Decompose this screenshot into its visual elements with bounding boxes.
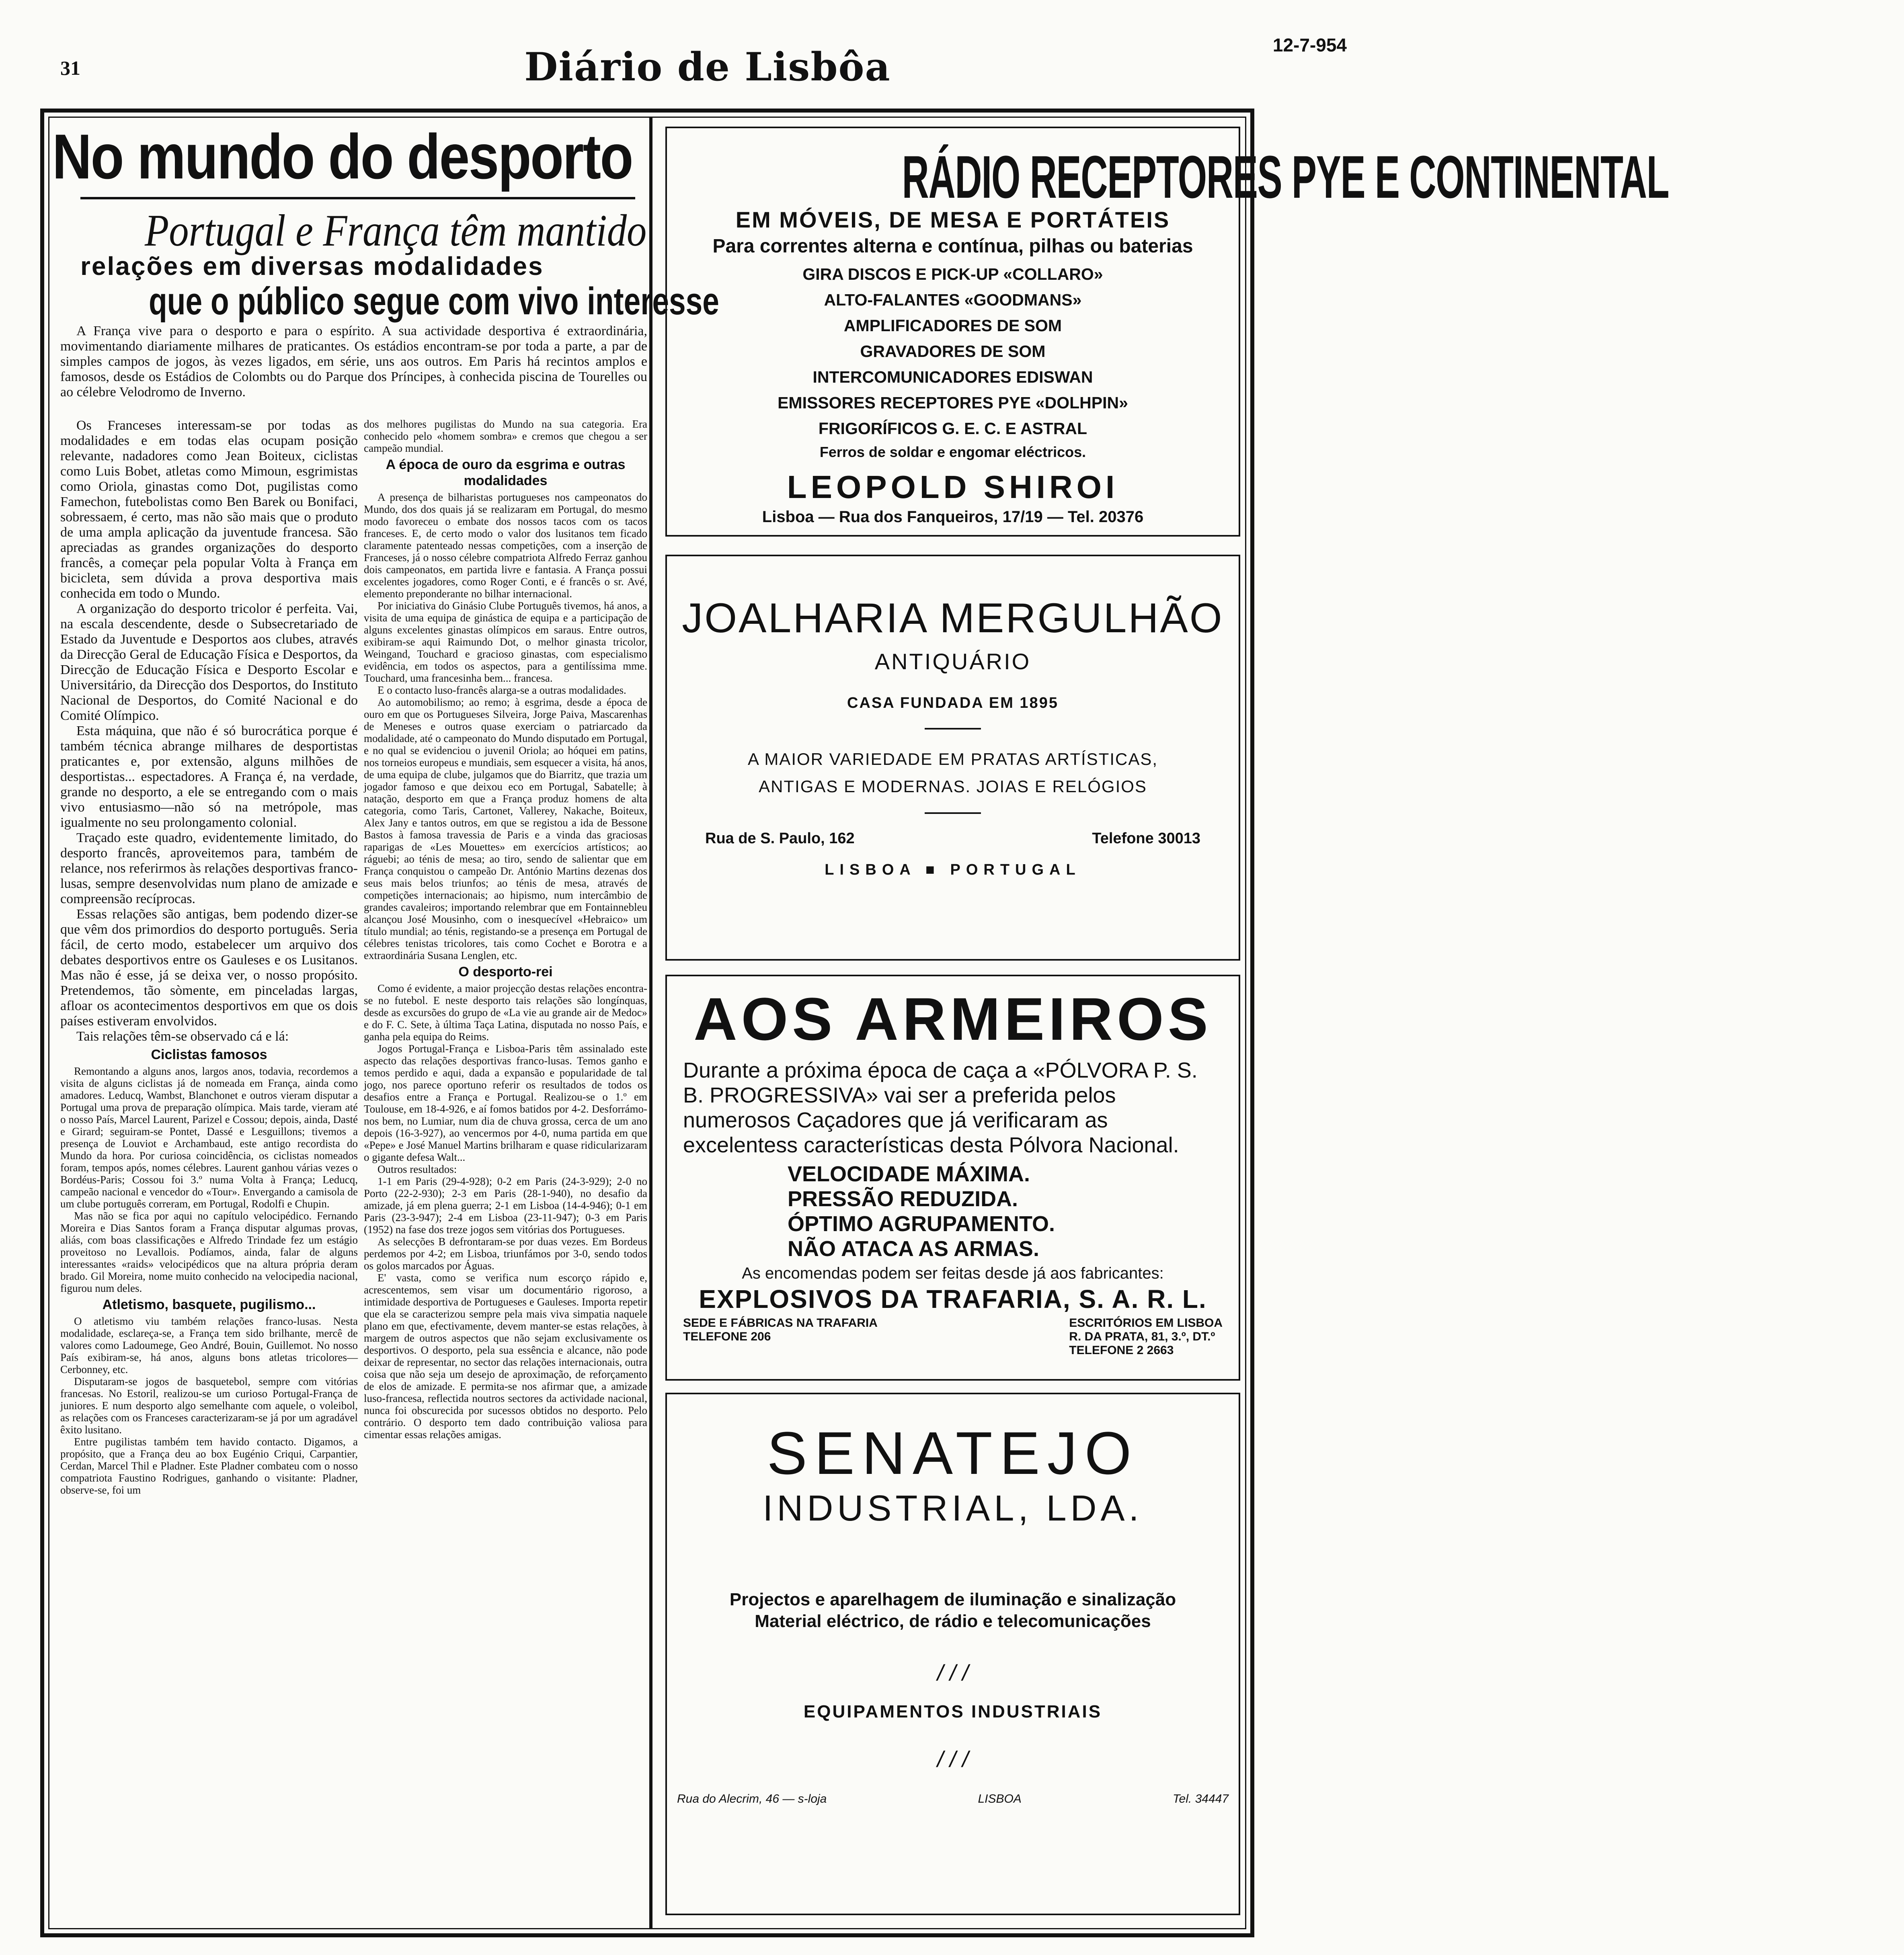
ad3-company: EXPLOSIVOS DA TRAFARIA, S. A. R. L. xyxy=(699,1285,1207,1314)
ad2-city: LISBOA ■ PORTUGAL xyxy=(825,861,1081,878)
headline-condensed: que o público segue com vivo interesse xyxy=(149,280,719,323)
ad3-right-line: TELEFONE 2 2663 xyxy=(1069,1344,1174,1357)
ad3-left-line: SEDE E FÁBRICAS NA TRAFARIA xyxy=(683,1316,878,1330)
ad2-address: Rua de S. Paulo, 162 xyxy=(705,830,855,847)
ad4-separator: / / / xyxy=(937,1746,968,1772)
paragraph: Essas relações são antigas, bem podendo dizer-se que vêm dos primordios do desporto português. Seria fácil, de certo modo, estabelecer um arquivo dos debates desportivos entre os Gauleses e os Lusitanos. Mas não é esse, já se deixa ver, o nosso propósito. Pretendemos, tão sòmente, em pinceladas largas, afloar os acontecimentos desportivos em que os dois países estiveram envolvidos. xyxy=(60,907,358,1029)
ad2-title: JOALHARIA MERGULHÃO xyxy=(682,595,1224,641)
paragraph: Outros resultados: xyxy=(378,1163,457,1175)
ad3-feature: NÃO ATACA AS ARMAS. xyxy=(788,1237,1039,1261)
ad2-line2: ANTIGAS E MODERNAS. JOIAS E RELÓGIOS xyxy=(759,777,1147,796)
headline-italic: Portugal e França têm mantido xyxy=(145,206,647,256)
ad1-item: INTERCOMUNICADORES EDISWAN xyxy=(812,368,1093,386)
ad2-divider xyxy=(925,812,981,814)
paragraph: E' vasta, como se verifica num escorço rápido e, acrescentemos, sem visar um documentário rigoroso, a intimidade desportiva de Portugueses e Gauleses. Importa repetir que ela se caracterizou sempre pela mais viva simpatia naquele plano em que, efectivamente, devem manter-se estas relações, à margem de outros aspectos que não sejam exclusivamente os desportivos. O desporto, pela sua essência e alcance, não pode deixar de representar, no sector das relações internacionais, outra coisa que não seja um desejo de aproximação, de reforçamento de elos de amizade. E permita-se nos afirmar que, a amizade luso-francesa, reflectida noutros sectores da actividade nacional, nunca foi obscurecida por sucessos obtidos no desporto. Pelo contrário. O desporto tem dado contribuição valiosa para cimentar essas relações amigas. xyxy=(364,1272,647,1441)
article-column-b xyxy=(364,418,647,1441)
ad1-line1: EM MÓVEIS, DE MESA E PORTÁTEIS xyxy=(735,207,1170,232)
article-lead: A França vive para o desporto e para o espírito. A sua actividade desportiva é extraordinária, movimentando diariamente milhares de praticantes. Os estádios encontram-se por toda a parte, a par de simples campos de jogos, às vezes ligados, em série, uns aos outros. Em Paris há recintos amplos e famosos, desde os Estádios de Colombts ou do Parque dos Príncipes, à conhecida piscina de Tourelles ou ao célebre Velodromo de Inverno. xyxy=(60,324,647,400)
paragraph: Jogos Portugal-França e Lisboa-Paris têm assinalado este aspecto das relações desportivas franco-lusas. Temos ganho e temos perdido e aqui, dada a expansão e popularidade de tal jogo, nos parece oportuno referir os resultados de todos os desafios entre a França e Portugal. Realizou-se o 1.º em Toulouse, em 18-4-926, e aí fomos batidos por 4-2. Desforrámo-nos bem, no Lumiar, num dia de chuva grossa, cerca de um ano depois (16-3-927), ao vencermos por 4-0, numa partida em que «Pepe» e José Manuel Martins brilharam e quase ridicularizaram o gigante defesa Walt... xyxy=(364,1043,647,1163)
ad4-separator: / / / xyxy=(937,1660,968,1685)
ad1-item: EMISSORES RECEPTORES PYE «DOLHPIN» xyxy=(778,393,1128,412)
ad1-item: FRIGORÍFICOS G. E. C. E ASTRAL xyxy=(818,419,1087,438)
paragraph: Tais relações têm-se observado cá e lá: xyxy=(76,1029,289,1044)
paragraph: Como é evidente, a maior projecção destas relações encontra-se no futebol. E neste desporto tais relações são longínquas, desde as excursões do grupo de «La vie au grande air de Medoc» e do F. C. Sete, à última Taça Latina, disputada no nosso País, e ganha pela equipa do Reims. xyxy=(364,982,647,1043)
ad4-subtitle: INDUSTRIAL, LDA. xyxy=(763,1488,1143,1529)
ad2-founded: CASA FUNDADA EM 1895 xyxy=(847,695,1059,711)
paragraph: Os Franceses interessam-se por todas as modalidades e em todas elas ocupam posição relevante, nadadores como Jean Boiteux, ciclistas como Luis Bobet, atletas como Mimoun, esgrimistas como Oriola, ginastas como Dot, pugilistas como Famechon, futebolistas como Ben Barek ou Bonifaci, sobressaem, é certo, mas não são mais que o produto de uma ampla aplicação da juventude francesa. São apreciadas as grandes organizações do desporto francês, a começar pela popular Volta à França em bicicleta, sem dúvida a prova desportiva mais conhecida em todo o Mundo. xyxy=(60,418,358,601)
subheading-desporto-rei: O desporto-rei xyxy=(458,964,553,980)
ad-senatejo xyxy=(665,1393,1240,1915)
ad3-order: As encomendas podem ser feitas desde já aos fabricantes: xyxy=(742,1264,1164,1282)
section-rule xyxy=(80,197,635,199)
ad1-item: GRAVADORES DE SOM xyxy=(860,342,1046,361)
paragraph: A presença de bilharistas portugueses nos campeonatos do Mundo, dos dos quais já se realizaram em Portugal, do mesmo modo favoreceu o embate dos nossos tacos com os tacos franceses. E, de certo modo o valor dos lusitanos tem ficado claramente patenteado nessas competições, com a inserção de Franceses, já o nosso célebre compatriota Alfredo Ferraz ganhou dois campeonatos, em partida livre e fantasia. A França possui excelentes jogadores, como Roger Conti, e é francês o sr. Avé, elemento preponderante no bilhar internacional. xyxy=(364,491,647,600)
ad2-subtitle: ANTIQUÁRIO xyxy=(874,649,1031,674)
ad4-address: Rua do Alecrim, 46 — s-loja xyxy=(677,1792,827,1805)
ad3-title: AOS ARMEIROS xyxy=(693,985,1212,1053)
headline-bold: relações em diversas modalidades xyxy=(80,252,544,281)
ad3-body: Durante a próxima época de caça a «PÓLVORA P. S. B. PROGRESSIVA» vai ser a preferida pelos numerosos Caçadores que já verificaram as excelentess características desta Pólvora Nacional. xyxy=(683,1058,1198,1157)
ad3-right-line: ESCRITÓRIOS EM LISBOA xyxy=(1069,1316,1223,1330)
paragraph: A organização do desporto tricolor é perfeita. Vai, na escala descendente, desde o Subsecretariado de Estado da Juventude e Desportos aos clubes, através da Direcção Geral de Educação Física e Desportos, da Direcção de Educação Física e Desporto Escolar e Universitário, da Direcção dos Desportos, do Instituto Nacional de Desportos, do Comité Nacional e do Comité Olímpico. xyxy=(60,601,358,723)
subheading-atletismo: Atletismo, basquete, pugilismo... xyxy=(102,1297,316,1312)
ad4-city: LISBOA xyxy=(978,1792,1022,1805)
article-column-a xyxy=(60,418,358,1496)
paragraph: Ao automobilismo; ao remo; à esgrima, desde a época de ouro em que os Portugueses Silveira, Jorge Paiva, Mascarenhas de Meneses e outros quase exerciam o patriarcado da modalidade, até o campeonato do Mundo disputado em Portugal, e no qual se evidenciou o juvenil Oriola; ao hóquei em patins, nos torneios europeus e mundiais, sem esquecer a visita, há anos, de uma equipa de clube, julgamos que do Biarritz, que trazia um jogador famoso e que deixou eco em Portugal, Sabatelle; à natação, desporto em que a França produz homens de alta categoria, como Taris, Cartonet, Vallerey, Nakache, Boiteux, Alex Jany e tantos outros, em que se registou a ida de Bessone Bastos à famosa travessia de Paris e a vinda das graciosas raparigas de «Les Mouettes» em exercícios artísticos; ao ráguebi; ao ténis de mesa; ao tiro, sendo de salientar que em França conquistou o campeão Dr. António Martins dezenas dos seus mais belos triunfos; ao ténis de mesa, através de competições internacionais; ao hipismo, num intercâmbio de grandes cavaleiros; importando relembrar que em Fontainnebleu alcançou José Mousinho, com o inesquecível «Hebraico» um título mundial; ao ténis, registando-se a presença em Portugal de célebres tenistas tricolores, tais como Cochet e Borotra e a extraordinária Susana Lenglen, etc. xyxy=(364,696,647,961)
subheading-ciclistas: Ciclistas famosos xyxy=(151,1047,267,1062)
ad4-title: SENATEJO xyxy=(767,1419,1139,1487)
paragraph: Esta máquina, que não é só burocrática porque é também técnica abrange milhares de desportistas praticantes e, por extensão, alguns milhões de desportistas... espectadores. A França é, na verdade, grande no desporto, a ele se entregando com o mais vivo entusiasmo—não só na metrópole, mas igualmente no seu prolongamento colonial. xyxy=(60,723,358,830)
ad1-address: Lisboa — Rua dos Fanqueiros, 17/19 — Tel. 20376 xyxy=(762,508,1144,526)
ad2-divider xyxy=(925,728,981,730)
paragraph: E o contacto luso-francês alarga-se a outras modalidades. xyxy=(378,684,626,696)
ad4-line2: Material eléctrico, de rádio e telecomunicações xyxy=(755,1611,1151,1631)
column-divider xyxy=(649,117,652,1929)
ad2-phone: Telefone 30013 xyxy=(1092,830,1200,847)
ad4-line1: Projectos e aparelhagem de iluminação e sinalização xyxy=(729,1590,1176,1609)
ad1-brand: LEOPOLD SHIROI xyxy=(787,469,1119,505)
paragraph: Mas não se fica por aqui no capítulo velocipédico. Fernando Moreira e Dias Santos foram a França disputar algumas provas, aliás, com boas classificações e Alfredo Trindade fez um estágio proveitoso no Levallois. Podíamos, ainda, falar de alguns interessantes «raids» velocipédicos que na altura própria deram brado. Gil Moreira, nome muito conhecido na velocipedia nacional, figurou num deles. xyxy=(60,1210,358,1294)
paragraph: Remontando a alguns anos, largos anos, todavia, recordemos a visita de alguns ciclistas já de nomeada em França, ainda como amadores. Leducq, Wambst, Blanchonet e outros vieram disputar a Portugal uma prova de preparação olímpica. Mais tarde, vieram até o nosso País, Marcel Laurent, Parizel e Cossou; depois, ainda, Dasté e Girard; seguiram-se Pontet, Dassé e Lesguillons; tivemos a presença de Louviot e Archambaud, este antigo recordista do Mundo da hora. Por curiosa coincidência, os ciclistas nomeados foram, tempos após, nomes célebres. Laurent ganhou várias vezes o Bordéus-Paris; Cossou foi 3.º numa Volta à França; Leducq, campeão nacional e vencedor do «Tour». Envergando a camisola de um clube português correram, em Portugal, Rodolfi e Chupin. xyxy=(60,1065,358,1210)
ad1-item: AMPLIFICADORES DE SOM xyxy=(843,316,1062,335)
ad3-feature: VELOCIDADE MÁXIMA. xyxy=(788,1162,1030,1186)
section-title: No mundo do desporto xyxy=(52,121,632,192)
ad1-tools: Ferros de soldar e engomar eléctricos. xyxy=(819,444,1086,460)
ad-joalharia xyxy=(665,555,1240,961)
ad1-item: GIRA DISCOS E PICK-UP «COLLARO» xyxy=(802,265,1103,283)
ad4-equipment: EQUIPAMENTOS INDUSTRIAIS xyxy=(803,1702,1102,1721)
subheading-esgrima: A época de ouro da esgrima e outras modalidades xyxy=(386,457,626,488)
ad-radio-receptores xyxy=(665,127,1669,537)
paragraph: 1-1 em Paris (29-4-928); 0-2 em Paris (24-3-929); 2-0 no Porto (22-2-930); 2-3 em Paris (28-1-940), no desafio da amizade, já em plena guerra; 2-1 em Lisboa (14-4-946); 0-1 em Paris (23-3-947); 2-4 em Lisboa (23-11-947); 0-3 em Paris (1952) na fase dos treze jogos sem vitórias dos Portugueses. xyxy=(364,1175,647,1236)
ad3-left-line: TELEFONE 206 xyxy=(683,1330,771,1343)
issue-date: 12-7-954 xyxy=(1272,35,1347,55)
paragraph: Traçado este quadro, evidentemente limitado, do desporto francês, aproveitemos para, também de relance, nos referirmos às relações desportivas franco-lusas, sempre desenvolvidas num plano de amizade e compreensão recíprocas. xyxy=(60,830,358,906)
paragraph: As selecções B defrontaram-se por duas vezes. Em Bordeus perdemos por 4-2; em Lisboa, triunfámos por 3-0, sendo todos os golos marcados por Águas. xyxy=(364,1236,647,1272)
masthead: Diário de Lisbôa xyxy=(524,44,891,90)
paragraph: Disputaram-se jogos de basquetebol, sempre com vitórias francesas. No Estoril, realizou-se um curioso Portugal-França de juniores. E num desporto algo semelhante com aquele, o voleibol, as relações com os Franceses caracterizaram-se já por um agradável êxito lusitano. xyxy=(60,1375,358,1436)
page-number: 31 xyxy=(60,57,80,79)
ad-aos-armeiros xyxy=(665,975,1240,1381)
paragraph: O atletismo viu também relações franco-lusas. Nesta modalidade, esclareça-se, a França tem sido brilhante, mercê de valores como Ladoumege, Geo André, Bouin, Guillemot. No nosso País exibiram-se, há anos, alguns bons atletas tricolores—Cerbonney, etc. xyxy=(60,1315,358,1375)
ad3-right-line: R. DA PRATA, 81, 3.º, DT.º xyxy=(1069,1330,1215,1343)
ad2-line1: A MAIOR VARIEDADE EM PRATAS ARTÍSTICAS, xyxy=(747,750,1158,768)
ad1-title: RÁDIO RECEPTORES PYE E CONTINENTAL xyxy=(902,143,1669,211)
ad3-feature: ÓPTIMO AGRUPAMENTO. xyxy=(788,1212,1055,1236)
ad1-line2: Para correntes alterna e contínua, pilhas ou baterias xyxy=(712,236,1193,257)
paragraph: dos melhores pugilistas do Mundo na sua categoria. Era conhecido pelo «homem sombra» e cremos que chegou a ser campeão mundial. xyxy=(364,418,647,454)
ad4-phone: Tel. 34447 xyxy=(1172,1792,1229,1805)
paragraph: Entre pugilistas também tem havido contacto. Digamos, a propósito, que a França deu ao box Eugénio Criqui, Carpantier, Cerdan, Marcel Thil e Pladner. Este Pladner combateu com o nosso compatriota Faustino Rodrigues, ganhando o visitante: Pladner, observe-se, foi um xyxy=(60,1436,358,1496)
paragraph: Por iniciativa do Ginásio Clube Português tivemos, há anos, a visita de uma equipa de ginástica de equipa e a participação de alguns excelentes ginastas olímpicos em saraus. Entre outros, exibiram-se aqui Raimundo Dot, o melhor ginasta tricolor, Weingand, Touchard e gracioso ginastas, com especialismo evidência, em todos os aspectos, para a gentilíssima mme. Touchard, uma francesinha bem... francesa. xyxy=(364,600,647,684)
ad3-feature: PRESSÃO REDUZIDA. xyxy=(788,1187,1018,1211)
ad1-item: ALTO-FALANTES «GOODMANS» xyxy=(824,291,1082,309)
